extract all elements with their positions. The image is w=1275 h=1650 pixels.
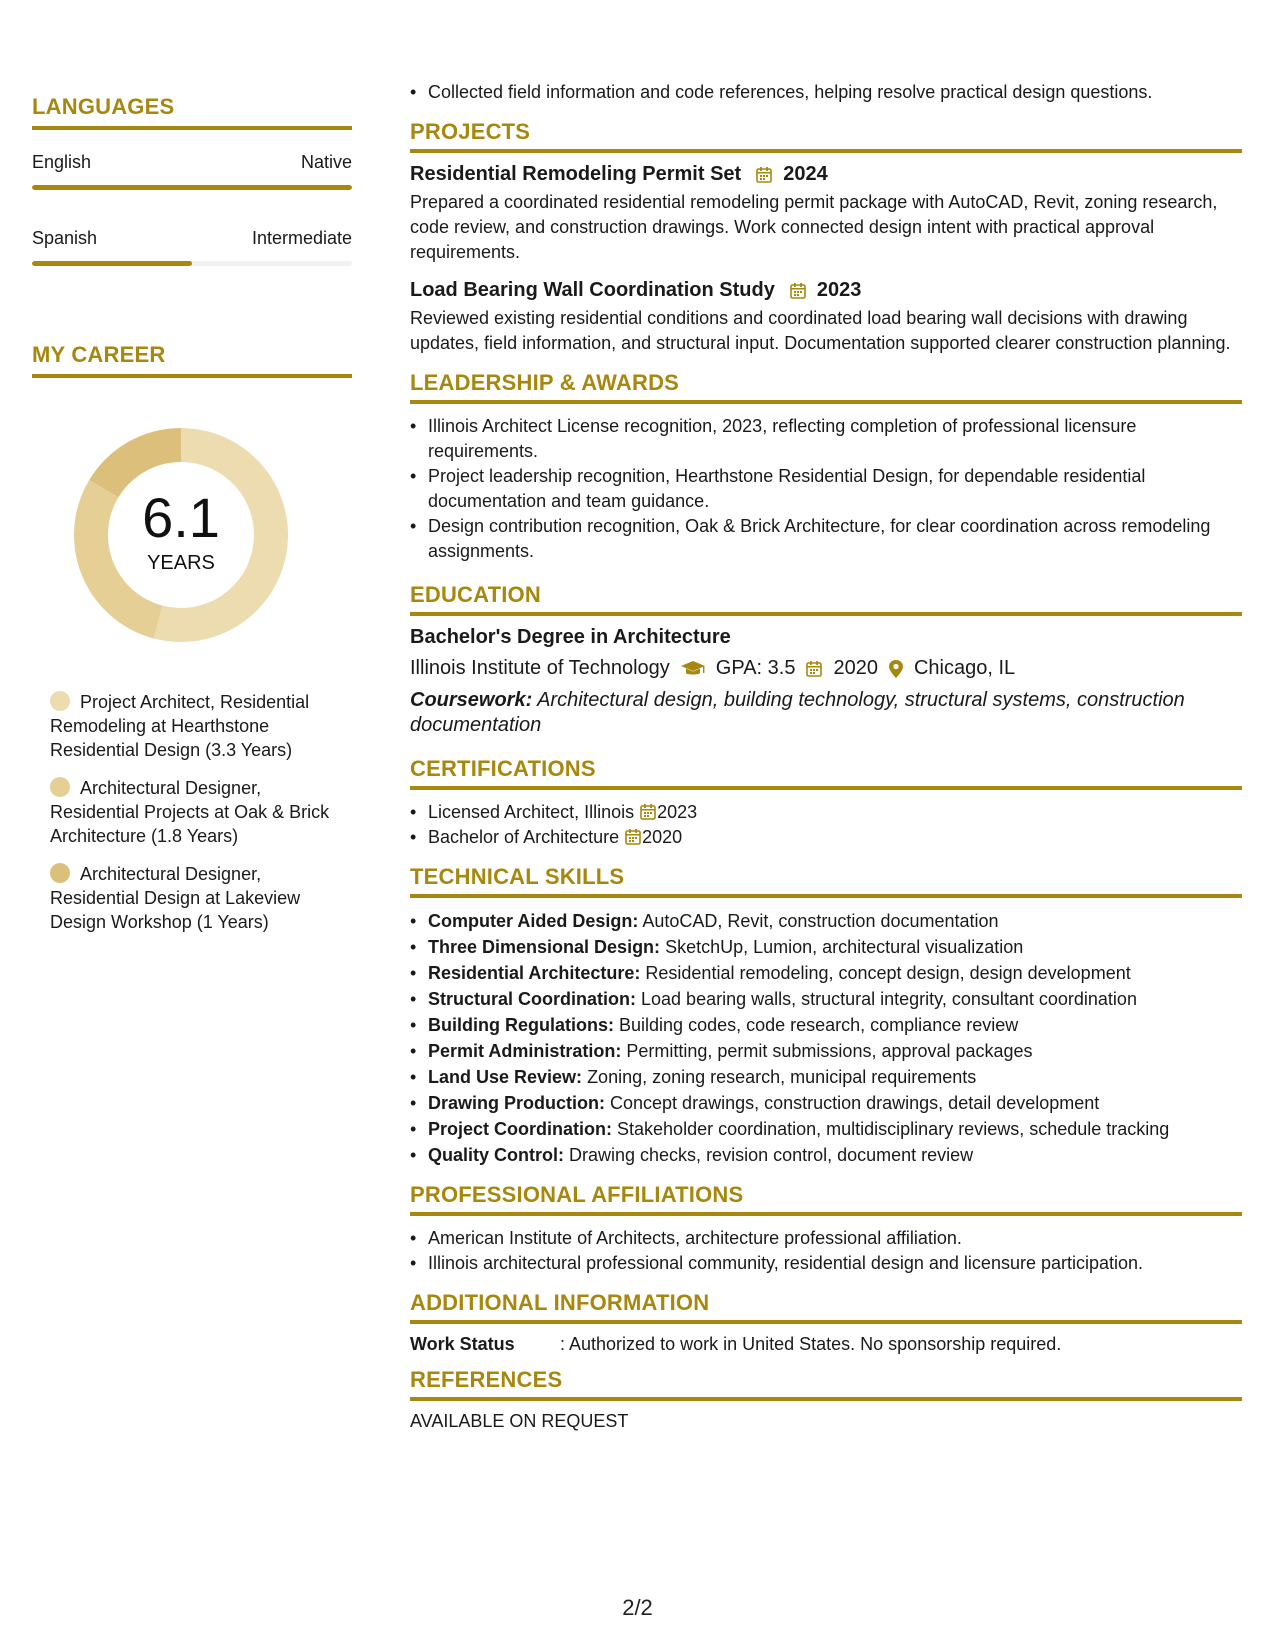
language-level-bar [32,185,352,190]
calendar-icon [805,660,823,678]
certification-name: Licensed Architect, Illinois [428,802,635,822]
education-coursework [410,688,1242,738]
skill-value: Residential remodeling, concept design, design development [645,963,1131,983]
skill-label: Land Use Review: [428,1067,583,1087]
language-name: English [32,152,92,172]
skill-value: Concept drawings, construction drawings, detail development [610,1093,1100,1113]
affiliation-item: • Illinois architectural professional community, residential design and licensure participation. [410,1251,1242,1276]
certification-item [410,825,1242,850]
skill-label: Three Dimensional Design: [428,937,661,957]
projects-section [410,119,1242,356]
work-status-label: Work Status [410,1334,515,1354]
skill-label: Permit Administration: [428,1041,622,1061]
graduation-cap-icon [680,660,706,678]
skill-item [410,934,1242,960]
career-legend [50,690,340,934]
awards-section [410,370,1242,564]
work-status-value: : Authorized to work in United States. No sponsorship required. [560,1334,1062,1354]
education-section [410,582,1242,738]
skill-label: Computer Aided Design: [428,911,639,931]
skill-item [410,986,1242,1012]
experience-bullet: • Collected field information and code references, helping resolve practical design questions. [410,80,1242,105]
coursework-text: Architectural design, building technology, structural systems, construction documentation [410,689,1185,736]
education-location: Chicago, IL [913,657,1016,679]
skill-label: Drawing Production: [428,1093,605,1113]
career-total-unit: YEARS [147,551,215,574]
calendar-icon [624,828,642,846]
calendar-icon [789,282,807,300]
project-name: Residential Remodeling Permit Set [410,163,742,185]
languages-title: LANGUAGES [32,94,352,130]
affiliations-section [410,1182,1242,1276]
education-degree: Bachelor's Degree in Architecture [410,626,731,648]
skill-item [410,1012,1242,1038]
language-english [32,152,352,190]
projects-title: PROJECTS [410,119,1242,153]
language-level-fill [32,261,192,266]
skill-value: AutoCAD, Revit, construction documentation [642,911,999,931]
calendar-icon [755,166,773,184]
certification-year: 2023 [657,802,698,822]
work-status-row [410,1334,1242,1355]
affiliation-item: • American Institute of Architects, architecture professional affiliation. [410,1226,1242,1251]
skill-label: Building Regulations: [428,1015,614,1035]
project-description: Reviewed existing residential conditions and coordinated load bearing wall decisions with drawing updates, field information, and structural input. Documentation supported clearer construction planning. [410,308,1231,353]
certification-name: Bachelor of Architecture [428,827,620,847]
certifications-title: CERTIFICATIONS [410,756,1242,790]
awards-title: LEADERSHIP & AWARDS [410,370,1242,404]
location-pin-icon [888,659,904,679]
references-section [410,1367,1242,1432]
language-level: Intermediate [251,228,352,248]
education-title: EDUCATION [410,582,1242,616]
skill-label: Structural Coordination: [428,989,636,1009]
language-name: Spanish [32,228,98,248]
skill-label: Project Coordination: [428,1119,612,1139]
language-level-fill [32,185,352,190]
language-level-bar [32,261,352,266]
education-meta [410,657,1242,680]
language-spanish [32,228,352,266]
skill-value: SketchUp, Lumion, architectural visualization [665,937,1024,957]
legend-dot [50,863,70,883]
career-donut-chart [66,420,296,650]
skill-item [410,960,1242,986]
skill-label: Residential Architecture: [428,963,641,983]
project-year: 2023 [816,279,862,301]
project-name: Load Bearing Wall Coordination Study [410,279,775,301]
career-title: MY CAREER [32,342,352,378]
project-heading [410,279,1242,302]
education-school: Illinois Institute of Technology [410,657,670,679]
language-level: Native [300,152,352,172]
skill-value: Load bearing walls, structural integrity, consultant coordination [641,989,1137,1009]
page-number: 2/2 [622,1595,653,1620]
experience-tail-bullets [410,80,1242,105]
skill-item [410,1064,1242,1090]
certification-year: 2020 [642,827,683,847]
skill-value: Zoning, zoning research, municipal requirements [587,1067,977,1087]
skill-item [410,1142,1242,1168]
project-heading [410,163,1242,186]
skill-item [410,1116,1242,1142]
award-item: • Project leadership recognition, Hearthstone Residential Design, for dependable residential documentation and team guidance. [410,464,1242,514]
calendar-icon [639,803,657,821]
career-legend-item [50,690,340,762]
skills-section [410,864,1242,1168]
affiliations-title: PROFESSIONAL AFFILIATIONS [410,1182,1242,1216]
project-year: 2024 [783,163,828,185]
left-column [32,94,352,948]
legend-dot [50,777,70,797]
skill-label: Quality Control: [428,1145,564,1165]
award-item: • Design contribution recognition, Oak & Brick Architecture, for clear coordination across remodeling assignments. [410,514,1242,564]
legend-label: Architectural Designer, Residential Projects at Oak & Brick Architecture (1.8 Years) [50,778,330,846]
legend-dot [50,691,70,711]
award-item: • Illinois Architect License recognition, 2023, reflecting completion of professional licensure requirements. [410,414,1242,464]
skill-value: Building codes, code research, compliance review [619,1015,1019,1035]
skill-value: Drawing checks, revision control, document review [569,1145,974,1165]
references-title: REFERENCES [410,1367,1242,1401]
references-text: AVAILABLE ON REQUEST [410,1411,629,1431]
skill-item [410,1038,1242,1064]
skills-title: TECHNICAL SKILLS [410,864,1242,898]
project-description: Prepared a coordinated residential remodeling permit package with AutoCAD, Revit, zoning research, code review, and construction drawings. Work connected design intent with practical approval requirements. [410,192,1218,262]
skills-list [410,908,1242,1168]
skill-item [410,1090,1242,1116]
certifications-section [410,756,1242,850]
education-gpa: GPA: 3.5 [715,657,796,679]
additional-title: ADDITIONAL INFORMATION [410,1290,1242,1324]
career-legend-item [50,862,340,934]
career-legend-item [50,776,340,848]
skill-value: Stakeholder coordination, multidisciplinary reviews, schedule tracking [617,1119,1170,1139]
legend-label: Project Architect, Residential Remodeling at Hearthstone Residential Design (3.3 Years) [50,692,310,760]
certification-item [410,800,1242,825]
additional-section [410,1290,1242,1355]
skill-value: Permitting, permit submissions, approval packages [626,1041,1033,1061]
right-column [410,80,1242,1432]
career-total-years: 6.1 [142,485,220,549]
education-year: 2020 [833,657,878,679]
legend-label: Architectural Designer, Residential Design at Lakeview Design Workshop (1 Years) [50,864,301,932]
coursework-label: Coursework: [410,689,533,711]
skill-item [410,908,1242,934]
